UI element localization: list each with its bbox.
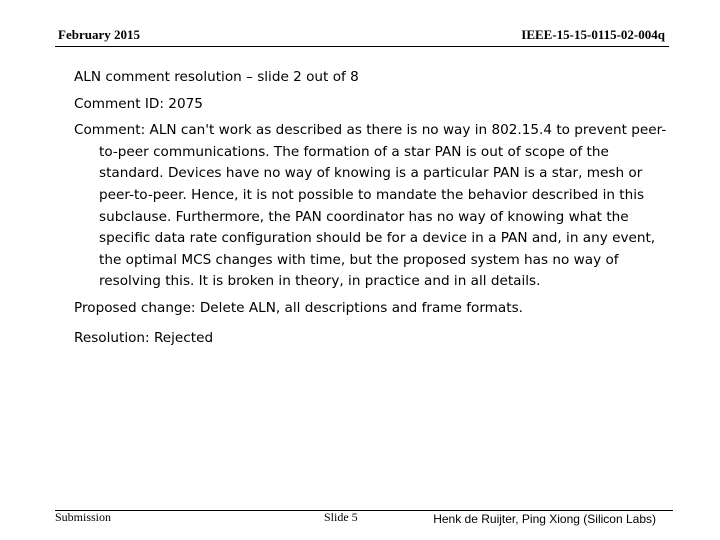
header-divider <box>55 46 669 47</box>
comment-paragraph <box>74 120 674 293</box>
comment-label: Comment: <box>74 122 146 139</box>
header-date: February 2015 <box>58 27 140 42</box>
resolution-text: Rejected <box>153 329 214 346</box>
header-document-id: IEEE-15-15-0115-02-004q <box>521 27 665 42</box>
proposed-change-paragraph <box>74 298 674 320</box>
resolution-paragraph <box>74 328 674 350</box>
comment-text: ALN can't work as described as there is no way in 802.15.4 to prevent peer-to-peer communications. The formation of a star PAN is out of scope of the standard. Devices have no way of knowing is a particular PAN is a star, mesh or peer-to-peer. Hence, it is not possible to mandate the behavior described in this subclause. Furthermore, the PAN coordinator has no way of knowing what the specific data rate configuration should be for a device in a PAN and, in any event, the optimal MCS changes with time, but the proposed system has no way of resolving this. It is broken in theory, in practice and in all details. <box>99 122 667 290</box>
slide-title: ALN comment resolution – slide 2 out of 8 <box>74 69 359 85</box>
slide-body <box>74 67 674 349</box>
comment-id: Comment ID: 2075 <box>74 95 203 112</box>
footer-authors: Henk de Ruijter, Ping Xiong (Silicon Labs) <box>433 512 656 526</box>
footer-divider <box>55 510 673 511</box>
proposed-change-text: Delete ALN, all descriptions and frame formats. <box>199 299 523 316</box>
footer-submission: Submission <box>55 510 112 524</box>
footer-slide-number: Slide 5 <box>324 510 358 524</box>
proposed-change-label: Proposed change: <box>74 299 196 316</box>
resolution-label: Resolution: <box>74 329 150 346</box>
